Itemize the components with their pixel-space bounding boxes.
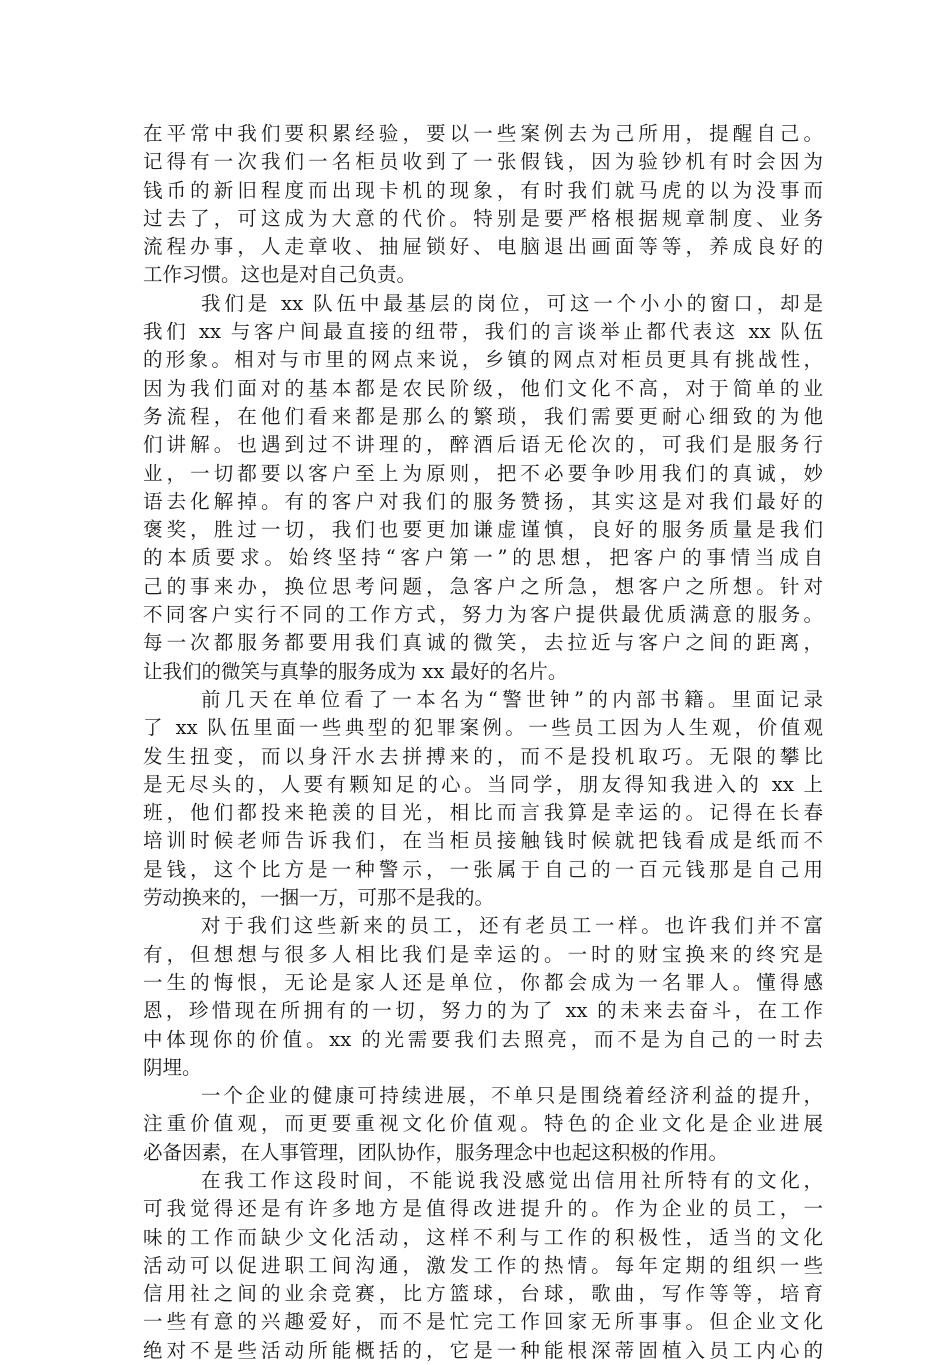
text-line: 钱币的新旧程度而出现卡机的现象，有时我们就马虎的以为没事而 [143, 178, 823, 202]
text-line: 对于我们这些新来的员工，还有老员工一样。也许我们并不富 [201, 914, 823, 938]
document-body [143, 120, 823, 1365]
text-line: 一生的悔恨，无论是家人还是单位，你都会成为一名罪人。懂得感 [143, 970, 823, 994]
text-line: 有，但想想与很多人相比我们是幸运的。一时的财宝换来的终究是 [143, 942, 823, 966]
text-line: 了 xx 队伍里面一些典型的犯罪案例。一些员工因为人生观，价值观 [143, 716, 823, 740]
text-line: 我们是 xx 队伍中最基层的岗位，可这一个小小的窗口，却是 [201, 291, 823, 315]
text-line: 过去了，可这成为大意的代价。特别是要严格根据规章制度、业务 [143, 206, 823, 230]
text-line: 可我觉得还是有许多地方是值得改进提升的。作为企业的员工，一 [143, 1197, 823, 1221]
text-line: 前几天在单位看了一本名为“警世钟”的内部书籍。里面记录 [201, 687, 823, 711]
text-line: 恩，珍惜现在所拥有的一切，努力的为了 xx 的未来去奋斗，在工作 [143, 999, 823, 1023]
text-line: 阴埋。 [143, 1055, 202, 1079]
text-line: 活动可以促进职工间沟通，激发工作的热情。每年定期的组织一些 [143, 1253, 823, 1277]
text-line: 在我工作这段时间，不能说我没感觉出信用社所特有的文化， [201, 1168, 823, 1192]
text-line: 劳动换来的，一捆一万，可那不是我的。 [143, 886, 495, 910]
text-line: 褒奖，胜过一切，我们也要更加谦虚谨慎，良好的服务质量是我们 [143, 518, 823, 542]
text-line: 己的事来办，换位思考问题，急客户之所急，想客户之所想。针对 [143, 574, 823, 598]
text-line: 们讲解。也遇到过不讲理的，醉酒后语无伦次的，可我们是服务行 [143, 433, 823, 457]
text-line: 流程办事，人走章收、抽屉锁好、电脑退出画面等等，养成良好的 [143, 235, 823, 259]
text-line: 一个企业的健康可持续进展，不单只是围绕着经济利益的提升， [201, 1084, 823, 1108]
text-line: 每一次都服务都要用我们真诚的微笑，去拉近与客户之间的距离， [143, 631, 823, 655]
text-line: 绝对不是些活动所能概括的，它是一种能根深蒂固植入员工内心的 [143, 1338, 823, 1362]
text-line: 因为我们面对的基本都是农民阶级，他们文化不高，对于简单的业 [143, 376, 823, 400]
text-line: 的本质要求。始终坚持“客户第一”的思想，把客户的事情当成自 [143, 546, 823, 570]
text-line: 工作习惯。这也是对自己负责。 [143, 263, 417, 287]
text-line: 味的工作而缺少文化活动，这样不利与工作的积极性，适当的文化 [143, 1225, 823, 1249]
text-line: 记得有一次我们一名柜员收到了一张假钱，因为验钞机有时会因为 [143, 150, 823, 174]
text-line: 是无尽头的，人要有颗知足的心。当同学，朋友得知我进入的 xx 上 [143, 772, 823, 796]
text-line: 是钱，这个比方是一种警示，一张属于自己的一百元钱那是自己用 [143, 857, 823, 881]
text-line: 的形象。相对与市里的网点来说，乡镇的网点对柜员更具有挑战性， [143, 348, 823, 372]
text-line: 务流程，在他们看来都是那么的繁琐，我们需要更耐心细致的为他 [143, 404, 823, 428]
text-line: 班，他们都投来艳羡的目光，相比而言我算是幸运的。记得在长春 [143, 801, 823, 825]
text-line: 注重价值观，而更要重视文化价值观。特色的企业文化是企业进展 [143, 1112, 823, 1136]
text-line: 我们 xx 与客户间最直接的纽带，我们的言谈举止都代表这 xx 队伍 [143, 320, 823, 344]
text-line: 不同客户实行不同的工作方式，努力为客户提供最优质满意的服务。 [143, 603, 823, 627]
text-line: 培训时候老师告诉我们，在当柜员接触钱时候就把钱看成是纸而不 [143, 829, 823, 853]
text-line: 语去化解掉。有的客户对我们的服务赞扬，其实这是对我们最好的 [143, 489, 823, 513]
text-line: 在平常中我们要积累经验，要以一些案例去为己所用，提醒自己。 [143, 122, 823, 145]
text-line: 让我们的微笑与真挚的服务成为 xx 最好的名片。 [143, 659, 568, 683]
text-line: 一些有意的兴趣爱好，而不是忙完工作回家无所事事。但企业文化 [143, 1310, 823, 1334]
text-line: 业，一切都要以客户至上为原则，把不必要争吵用我们的真诚，妙 [143, 461, 823, 485]
text-line: 信用社之间的业余竞赛，比方篮球，台球，歌曲，写作等等，培育 [143, 1282, 823, 1306]
text-line: 必备因素，在人事管理，团队协作，服务理念中也起这积极的作用。 [143, 1140, 729, 1164]
text-line: 中体现你的价值。xx 的光需要我们去照亮，而不是为自己的一时去 [143, 1027, 823, 1051]
text-line: 发生扭变，而以身汗水去拼搏来的，而不是投机取巧。无限的攀比 [143, 744, 823, 768]
